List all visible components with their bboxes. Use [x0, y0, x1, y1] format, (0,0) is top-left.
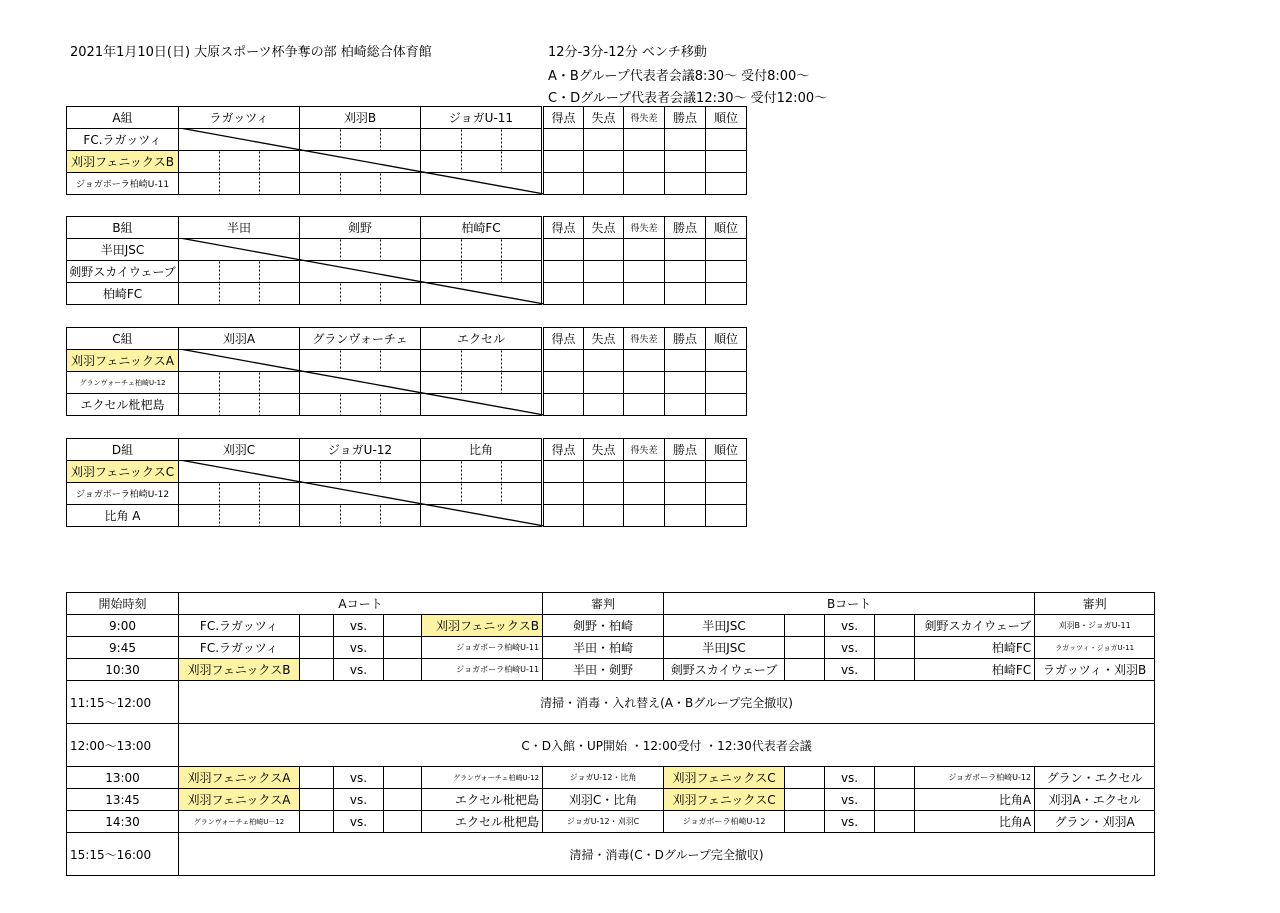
score-box[interactable]: [300, 789, 334, 811]
team-cell: 刈羽C・比角: [543, 789, 664, 811]
stat-header: 勝点: [665, 107, 706, 129]
score-box[interactable]: [384, 659, 422, 681]
score-cell[interactable]: [421, 261, 542, 283]
vs-label: vs.: [825, 615, 875, 637]
score-cell[interactable]: [300, 505, 421, 527]
stat-cell[interactable]: [544, 394, 584, 416]
opponent-header: 刈羽A: [179, 328, 300, 350]
stat-cell[interactable]: [624, 350, 665, 372]
stat-cell[interactable]: [706, 350, 747, 372]
vs-label: vs.: [334, 767, 384, 789]
stat-cell[interactable]: [624, 261, 665, 283]
stat-header: 勝点: [665, 439, 706, 461]
team-cell: 剣野・柏崎: [543, 615, 664, 637]
stat-cell[interactable]: [706, 483, 747, 505]
team-cell: 柏崎FC: [915, 637, 1035, 659]
stat-cell[interactable]: [706, 239, 747, 261]
score-cell[interactable]: [300, 129, 421, 151]
team-cell: 刈羽フェニックスA: [179, 767, 300, 789]
stat-cell[interactable]: [584, 129, 624, 151]
header-match-format: 12分-3分-12分 ベンチ移動: [548, 45, 707, 60]
stat-cell[interactable]: [584, 350, 624, 372]
score-box[interactable]: [785, 615, 825, 637]
score-cell[interactable]: [421, 372, 542, 394]
stat-cell[interactable]: [624, 283, 665, 305]
team-cell: FC.ラガッツィ: [179, 637, 300, 659]
opponent-header: 半田: [179, 217, 300, 239]
stat-cell[interactable]: [584, 283, 624, 305]
team-name: 刈羽フェニックスC: [67, 461, 179, 483]
header-b-court: Bコート: [664, 593, 1035, 615]
stat-header: 勝点: [665, 217, 706, 239]
score-cell[interactable]: [300, 261, 421, 283]
stat-cell[interactable]: [665, 261, 706, 283]
schedule-row: [67, 681, 1155, 724]
team-cell: グランヴォーチェ柏崎U－12: [179, 811, 300, 833]
team-cell: 比角A: [915, 811, 1035, 833]
vs-label: vs.: [334, 789, 384, 811]
team-name: 剣野スカイウェーブ: [67, 261, 179, 283]
stat-cell[interactable]: [624, 483, 665, 505]
vs-label: vs.: [825, 637, 875, 659]
stat-cell[interactable]: [706, 173, 747, 195]
score-cell[interactable]: [300, 483, 421, 505]
schedule-header-row: [67, 593, 1155, 615]
score-cell[interactable]: [300, 283, 421, 305]
group-header-row: [67, 328, 747, 350]
stat-cell[interactable]: [584, 505, 624, 527]
score-cell[interactable]: [179, 261, 300, 283]
score-cell[interactable]: [421, 173, 542, 195]
score-cell[interactable]: [421, 151, 542, 173]
group-table: [66, 327, 747, 416]
stat-header: 得失差: [624, 439, 665, 461]
stat-cell[interactable]: [665, 372, 706, 394]
score-box[interactable]: [875, 811, 915, 833]
score-box[interactable]: [785, 789, 825, 811]
stat-cell[interactable]: [584, 461, 624, 483]
stat-cell[interactable]: [584, 372, 624, 394]
vs-label: vs.: [334, 615, 384, 637]
stat-cell[interactable]: [624, 505, 665, 527]
score-box[interactable]: [300, 811, 334, 833]
opponent-header: 刈羽B: [300, 107, 421, 129]
team-cell: ジョガボーラ柏崎U-12: [915, 767, 1035, 789]
team-cell: ラガッツィ・刈羽B: [1035, 659, 1155, 681]
team-cell: 刈羽フェニックスC: [664, 767, 785, 789]
group-table: [66, 438, 747, 527]
team-cell: 半田JSC: [664, 637, 785, 659]
stat-cell[interactable]: [665, 173, 706, 195]
team-cell: 比角A: [915, 789, 1035, 811]
schedule-row: [67, 833, 1155, 876]
stat-cell[interactable]: [624, 151, 665, 173]
opponent-header: ジョガU-11: [421, 107, 542, 129]
group-team-row: [67, 239, 747, 261]
score-cell[interactable]: [179, 372, 300, 394]
stat-cell[interactable]: [544, 239, 584, 261]
stat-cell[interactable]: [624, 173, 665, 195]
vs-label: vs.: [825, 789, 875, 811]
group-header-row: [67, 107, 747, 129]
stat-header: 得点: [544, 328, 584, 350]
group-name: C組: [67, 328, 179, 350]
team-cell: ジョガU-12・比角: [543, 767, 664, 789]
stat-header: 順位: [706, 107, 747, 129]
team-cell: 剣野スカイウェーブ: [915, 615, 1035, 637]
team-cell: グラン・刈羽A: [1035, 811, 1155, 833]
stat-header: 勝点: [665, 328, 706, 350]
group-header-row: [67, 439, 747, 461]
team-cell: 剣野スカイウェーブ: [664, 659, 785, 681]
stat-cell[interactable]: [706, 151, 747, 173]
team-cell: ジョガボーラ柏崎U-11: [422, 659, 543, 681]
stat-cell[interactable]: [665, 394, 706, 416]
schedule-note: C・D入館・UP開始 ・12:00受付 ・12:30代表者会議: [179, 724, 1155, 767]
score-box[interactable]: [875, 615, 915, 637]
score-cell[interactable]: [300, 461, 421, 483]
team-cell: FC.ラガッツィ: [179, 615, 300, 637]
team-name: 比角 A: [67, 505, 179, 527]
stat-cell[interactable]: [665, 505, 706, 527]
score-box[interactable]: [300, 767, 334, 789]
opponent-header: 刈羽C: [179, 439, 300, 461]
stat-cell[interactable]: [544, 461, 584, 483]
group-team-row: [67, 372, 747, 394]
stat-cell[interactable]: [544, 505, 584, 527]
group-team-row: [67, 173, 747, 195]
score-box[interactable]: [785, 767, 825, 789]
start-time: 15:15～16:00: [67, 833, 179, 876]
score-cell[interactable]: [300, 372, 421, 394]
team-cell: 刈羽フェニックスC: [664, 789, 785, 811]
stat-cell[interactable]: [544, 350, 584, 372]
stat-header: 得失差: [624, 217, 665, 239]
opponent-header: エクセル: [421, 328, 542, 350]
team-name: 刈羽フェニックスB: [67, 151, 179, 173]
group-name: B組: [67, 217, 179, 239]
start-time: 14:30: [67, 811, 179, 833]
group-table: [66, 106, 747, 195]
stat-cell[interactable]: [706, 283, 747, 305]
score-cell[interactable]: [179, 505, 300, 527]
stat-cell[interactable]: [544, 173, 584, 195]
stat-cell[interactable]: [706, 372, 747, 394]
schedule-table: [66, 592, 1155, 876]
team-cell: グラン・エクセル: [1035, 767, 1155, 789]
team-cell: 半田・剣野: [543, 659, 664, 681]
score-cell[interactable]: [300, 151, 421, 173]
start-time: 13:00: [67, 767, 179, 789]
stat-header: 得失差: [624, 328, 665, 350]
stat-cell[interactable]: [624, 394, 665, 416]
stat-cell[interactable]: [584, 483, 624, 505]
stat-cell[interactable]: [706, 129, 747, 151]
stat-header: 順位: [706, 328, 747, 350]
team-name: 刈羽フェニックスA: [67, 350, 179, 372]
team-cell: 柏崎FC: [915, 659, 1035, 681]
opponent-header: 比角: [421, 439, 542, 461]
vs-label: vs.: [334, 659, 384, 681]
stat-header: 失点: [584, 328, 624, 350]
score-cell[interactable]: [300, 239, 421, 261]
score-cell[interactable]: [179, 461, 300, 483]
stat-header: 得失差: [624, 107, 665, 129]
score-cell[interactable]: [179, 350, 300, 372]
opponent-header: グランヴォーチェ: [300, 328, 421, 350]
start-time: 9:00: [67, 615, 179, 637]
header-title: 2021年1月10日(日) 大原スポーツ杯争奪の部 柏崎総合体育館: [70, 45, 432, 60]
score-cell[interactable]: [300, 394, 421, 416]
group-table: [66, 216, 747, 305]
opponent-header: 剣野: [300, 217, 421, 239]
vs-label: vs.: [825, 659, 875, 681]
team-cell: 刈羽フェニックスA: [179, 789, 300, 811]
start-time: 9:45: [67, 637, 179, 659]
schedule-note: 清掃・消毒(C・Dグループ完全撤収): [179, 833, 1155, 876]
score-box[interactable]: [384, 767, 422, 789]
stat-cell[interactable]: [624, 239, 665, 261]
stat-cell[interactable]: [584, 261, 624, 283]
group-team-row: [67, 151, 747, 173]
score-box[interactable]: [875, 789, 915, 811]
score-box[interactable]: [384, 637, 422, 659]
group-team-row: [67, 129, 747, 151]
stat-cell[interactable]: [584, 151, 624, 173]
score-cell[interactable]: [300, 173, 421, 195]
score-box[interactable]: [300, 659, 334, 681]
stat-cell[interactable]: [706, 394, 747, 416]
score-cell[interactable]: [179, 239, 300, 261]
header-cd-meeting: C・Dグループ代表者会議12:30～ 受付12:00～: [548, 91, 828, 106]
score-box[interactable]: [785, 659, 825, 681]
stat-cell[interactable]: [665, 283, 706, 305]
vs-label: vs.: [825, 811, 875, 833]
team-name: 柏崎FC: [67, 283, 179, 305]
stat-cell[interactable]: [624, 461, 665, 483]
vs-label: vs.: [334, 637, 384, 659]
stat-cell[interactable]: [706, 461, 747, 483]
score-box[interactable]: [875, 767, 915, 789]
score-cell[interactable]: [421, 350, 542, 372]
score-cell[interactable]: [421, 505, 542, 527]
score-cell[interactable]: [421, 461, 542, 483]
team-cell: ラガッツィ・ジョガU-11: [1035, 637, 1155, 659]
group-team-row: [67, 505, 747, 527]
team-cell: 刈羽A・エクセル: [1035, 789, 1155, 811]
schedule-row: [67, 811, 1155, 833]
stat-cell[interactable]: [665, 350, 706, 372]
group-team-row: [67, 261, 747, 283]
stat-header: 順位: [706, 439, 747, 461]
score-box[interactable]: [384, 811, 422, 833]
group-team-row: [67, 461, 747, 483]
team-name: ジョガボーラ柏崎U-11: [67, 173, 179, 195]
stat-cell[interactable]: [544, 372, 584, 394]
score-cell[interactable]: [421, 394, 542, 416]
stat-cell[interactable]: [706, 505, 747, 527]
opponent-header: ジョガU-12: [300, 439, 421, 461]
stat-cell[interactable]: [665, 129, 706, 151]
stat-header: 失点: [584, 107, 624, 129]
stat-header: 失点: [584, 439, 624, 461]
schedule-note: 清掃・消毒・入れ替え(A・Bグループ完全撤収): [179, 681, 1155, 724]
score-cell[interactable]: [179, 283, 300, 305]
score-cell[interactable]: [179, 151, 300, 173]
header-start-time: 開始時刻: [67, 593, 179, 615]
score-box[interactable]: [384, 789, 422, 811]
header-referee-b: 審判: [1035, 593, 1155, 615]
header-a-court: Aコート: [179, 593, 543, 615]
stat-cell[interactable]: [544, 283, 584, 305]
stat-cell[interactable]: [665, 461, 706, 483]
score-box[interactable]: [300, 615, 334, 637]
stat-cell[interactable]: [544, 129, 584, 151]
opponent-header: ラガッツィ: [179, 107, 300, 129]
header-referee-a: 審判: [543, 593, 664, 615]
score-box[interactable]: [785, 811, 825, 833]
stat-header: 得点: [544, 107, 584, 129]
score-cell[interactable]: [179, 483, 300, 505]
start-time: 10:30: [67, 659, 179, 681]
team-cell: ジョガボーラ柏崎U-12: [664, 811, 785, 833]
score-cell[interactable]: [421, 129, 542, 151]
team-name: エクセル枇杷島: [67, 394, 179, 416]
stat-header: 失点: [584, 217, 624, 239]
stat-cell[interactable]: [544, 261, 584, 283]
start-time: 12:00～13:00: [67, 724, 179, 767]
schedule-row: [67, 724, 1155, 767]
stat-cell[interactable]: [624, 129, 665, 151]
score-cell[interactable]: [421, 483, 542, 505]
score-cell[interactable]: [300, 350, 421, 372]
team-cell: エクセル枇杷島: [422, 811, 543, 833]
stat-cell[interactable]: [544, 483, 584, 505]
stat-cell[interactable]: [665, 483, 706, 505]
score-box[interactable]: [384, 615, 422, 637]
stat-cell[interactable]: [544, 151, 584, 173]
team-cell: ジョガU-12・刈羽C: [543, 811, 664, 833]
stat-cell[interactable]: [624, 372, 665, 394]
score-cell[interactable]: [179, 394, 300, 416]
group-team-row: [67, 350, 747, 372]
score-box[interactable]: [300, 637, 334, 659]
stat-cell[interactable]: [706, 261, 747, 283]
team-cell: エクセル枇杷島: [422, 789, 543, 811]
opponent-header: 柏崎FC: [421, 217, 542, 239]
group-name: D組: [67, 439, 179, 461]
score-cell[interactable]: [179, 173, 300, 195]
vs-label: vs.: [825, 767, 875, 789]
stat-cell[interactable]: [584, 239, 624, 261]
schedule-row: [67, 659, 1155, 681]
schedule-row: [67, 767, 1155, 789]
start-time: 11:15～12:00: [67, 681, 179, 724]
schedule-row: [67, 615, 1155, 637]
score-cell[interactable]: [179, 129, 300, 151]
group-team-row: [67, 394, 747, 416]
team-cell: 半田JSC: [664, 615, 785, 637]
vs-label: vs.: [334, 811, 384, 833]
team-cell: 刈羽B・ジョガU-11: [1035, 615, 1155, 637]
stat-cell[interactable]: [584, 394, 624, 416]
start-time: 13:45: [67, 789, 179, 811]
score-cell[interactable]: [421, 283, 542, 305]
team-cell: 半田・柏崎: [543, 637, 664, 659]
team-name: FC.ラガッツィ: [67, 129, 179, 151]
score-box[interactable]: [875, 637, 915, 659]
group-name: A組: [67, 107, 179, 129]
schedule-row: [67, 789, 1155, 811]
header-ab-meeting: A・Bグループ代表者会議8:30～ 受付8:00～: [548, 69, 810, 84]
score-cell[interactable]: [421, 239, 542, 261]
stat-cell[interactable]: [584, 173, 624, 195]
score-box[interactable]: [875, 659, 915, 681]
team-cell: ジョガボーラ柏崎U-11: [422, 637, 543, 659]
score-box[interactable]: [785, 637, 825, 659]
schedule-row: [67, 637, 1155, 659]
stat-cell[interactable]: [665, 239, 706, 261]
team-cell: グランヴォーチェ柏崎U-12: [422, 767, 543, 789]
stat-header: 得点: [544, 217, 584, 239]
team-name: 半田JSC: [67, 239, 179, 261]
stat-header: 得点: [544, 439, 584, 461]
team-name: グランヴォーチェ柏崎U-12: [67, 372, 179, 394]
team-cell: 刈羽フェニックスB: [422, 615, 543, 637]
group-header-row: [67, 217, 747, 239]
stat-cell[interactable]: [665, 151, 706, 173]
team-cell: 刈羽フェニックスB: [179, 659, 300, 681]
stat-header: 順位: [706, 217, 747, 239]
group-team-row: [67, 483, 747, 505]
group-team-row: [67, 283, 747, 305]
team-name: ジョガボーラ柏崎U-12: [67, 483, 179, 505]
